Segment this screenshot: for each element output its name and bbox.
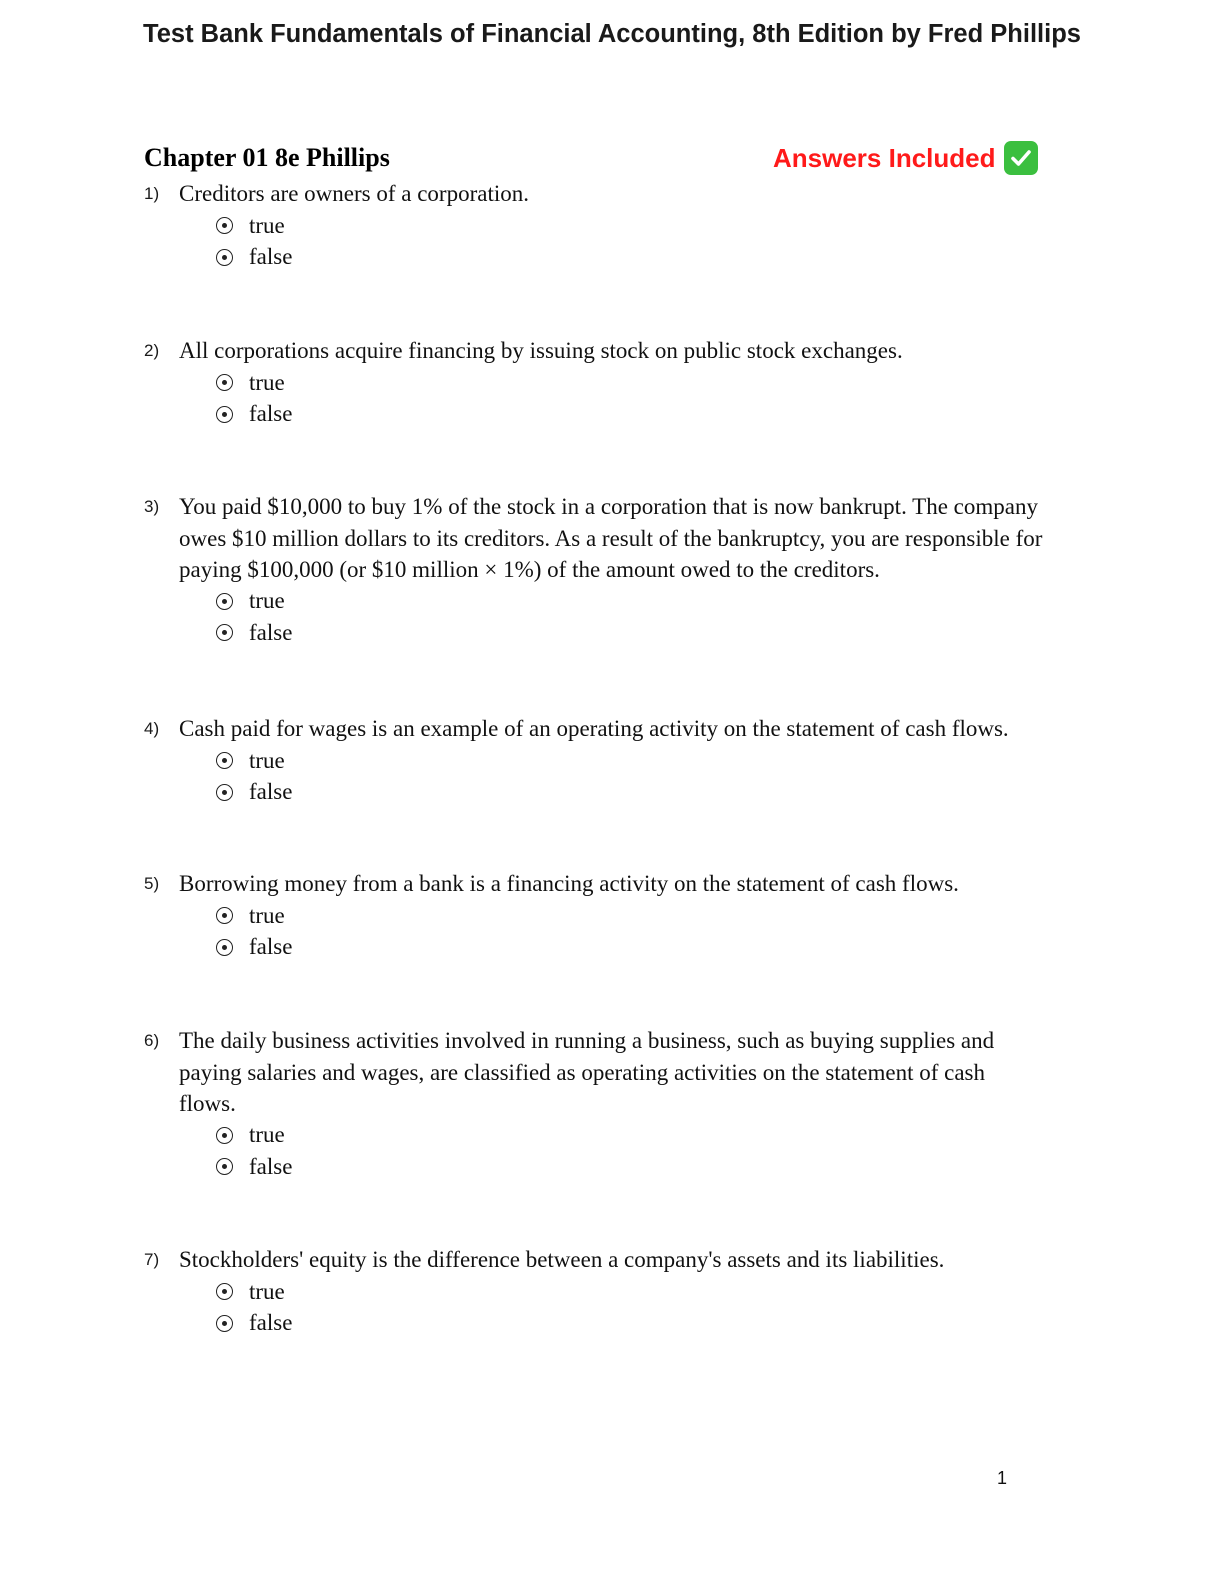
question-text: All corporations acquire financing by issuing stock on public stock exchanges. <box>179 338 903 363</box>
option-true[interactable] <box>216 745 1084 777</box>
option-true[interactable] <box>216 900 1084 932</box>
radio-button-icon[interactable] <box>216 406 233 423</box>
option-label: true <box>249 588 285 614</box>
answer-options <box>216 1120 1084 1183</box>
answers-included-badge <box>773 141 1038 175</box>
question-number: 1) <box>144 184 160 203</box>
radio-button-icon[interactable] <box>216 217 233 234</box>
question-1 <box>144 178 1084 273</box>
question-7 <box>144 1244 1084 1339</box>
option-false[interactable] <box>216 242 1084 274</box>
option-true[interactable] <box>216 1276 1084 1308</box>
option-true[interactable] <box>216 586 1084 618</box>
question-5 <box>144 868 1084 963</box>
option-true[interactable] <box>216 1120 1084 1152</box>
question-4 <box>144 713 1084 808</box>
question-3 <box>144 491 1084 649</box>
question-number: 5) <box>144 874 160 893</box>
option-false[interactable] <box>216 399 1084 431</box>
answer-options <box>216 367 1084 430</box>
option-label: true <box>249 1122 285 1148</box>
question-6 <box>144 1025 1084 1183</box>
radio-button-icon[interactable] <box>216 1315 233 1332</box>
option-label: true <box>249 212 285 238</box>
answers-badge-label: Answers Included <box>773 142 996 173</box>
radio-button-icon[interactable] <box>216 249 233 266</box>
check-mark-icon <box>1004 141 1038 175</box>
radio-button-icon[interactable] <box>216 593 233 610</box>
page-number: 1 <box>997 1468 1008 1488</box>
option-label: false <box>249 401 293 427</box>
answer-options <box>216 900 1084 963</box>
option-false[interactable] <box>216 617 1084 649</box>
chapter-title: Chapter 01 8e Phillips <box>144 143 390 172</box>
answer-options <box>216 745 1084 808</box>
question-text: Creditors are owners of a corporation. <box>179 181 529 206</box>
question-text: You paid $10,000 to buy 1% of the stock in a corporation that is now bankrupt. The company owes $10 million dollars to its creditors. As a result of the bankruptcy, you are responsible for paying $100,000 (or $10 million × 1%) of the amount owed to the creditors. <box>179 494 1043 582</box>
document-title: Test Bank Fundamentals of Financial Accounting, 8th Edition by Fred Phillips <box>143 20 1081 48</box>
question-text: Borrowing money from a bank is a financing activity on the statement of cash flows. <box>179 871 959 896</box>
option-true[interactable] <box>216 210 1084 242</box>
option-label: false <box>249 934 293 960</box>
question-2 <box>144 335 1084 430</box>
option-false[interactable] <box>216 1308 1084 1340</box>
radio-button-icon[interactable] <box>216 1283 233 1300</box>
option-false[interactable] <box>216 932 1084 964</box>
answer-options <box>216 1276 1084 1339</box>
option-label: true <box>249 902 285 928</box>
question-text: The daily business activities involved in running a business, such as buying supplies and paying salaries and wages, are classified as operating activities on the statement of cash flows. <box>179 1028 995 1116</box>
question-text: Stockholders' equity is the difference between a company's assets and its liabilities. <box>179 1247 945 1272</box>
option-label: false <box>249 244 293 270</box>
radio-button-icon[interactable] <box>216 374 233 391</box>
question-text: Cash paid for wages is an example of an operating activity on the statement of cash flows. <box>179 716 1009 741</box>
radio-button-icon[interactable] <box>216 1127 233 1144</box>
radio-button-icon[interactable] <box>216 1158 233 1175</box>
question-number: 2) <box>144 341 160 360</box>
radio-button-icon[interactable] <box>216 784 233 801</box>
option-label: false <box>249 1310 293 1336</box>
question-number: 3) <box>144 497 160 516</box>
option-label: true <box>249 369 285 395</box>
option-label: false <box>249 619 293 645</box>
answer-options <box>216 586 1084 649</box>
option-false[interactable] <box>216 777 1084 809</box>
question-number: 4) <box>144 719 160 738</box>
question-number: 6) <box>144 1031 160 1050</box>
radio-button-icon[interactable] <box>216 624 233 641</box>
option-label: false <box>249 1153 293 1179</box>
radio-button-icon[interactable] <box>216 907 233 924</box>
option-label: true <box>249 747 285 773</box>
option-true[interactable] <box>216 367 1084 399</box>
radio-button-icon[interactable] <box>216 752 233 769</box>
question-number: 7) <box>144 1250 160 1269</box>
radio-button-icon[interactable] <box>216 939 233 956</box>
option-label: false <box>249 779 293 805</box>
option-false[interactable] <box>216 1151 1084 1183</box>
option-label: true <box>249 1278 285 1304</box>
answer-options <box>216 210 1084 273</box>
